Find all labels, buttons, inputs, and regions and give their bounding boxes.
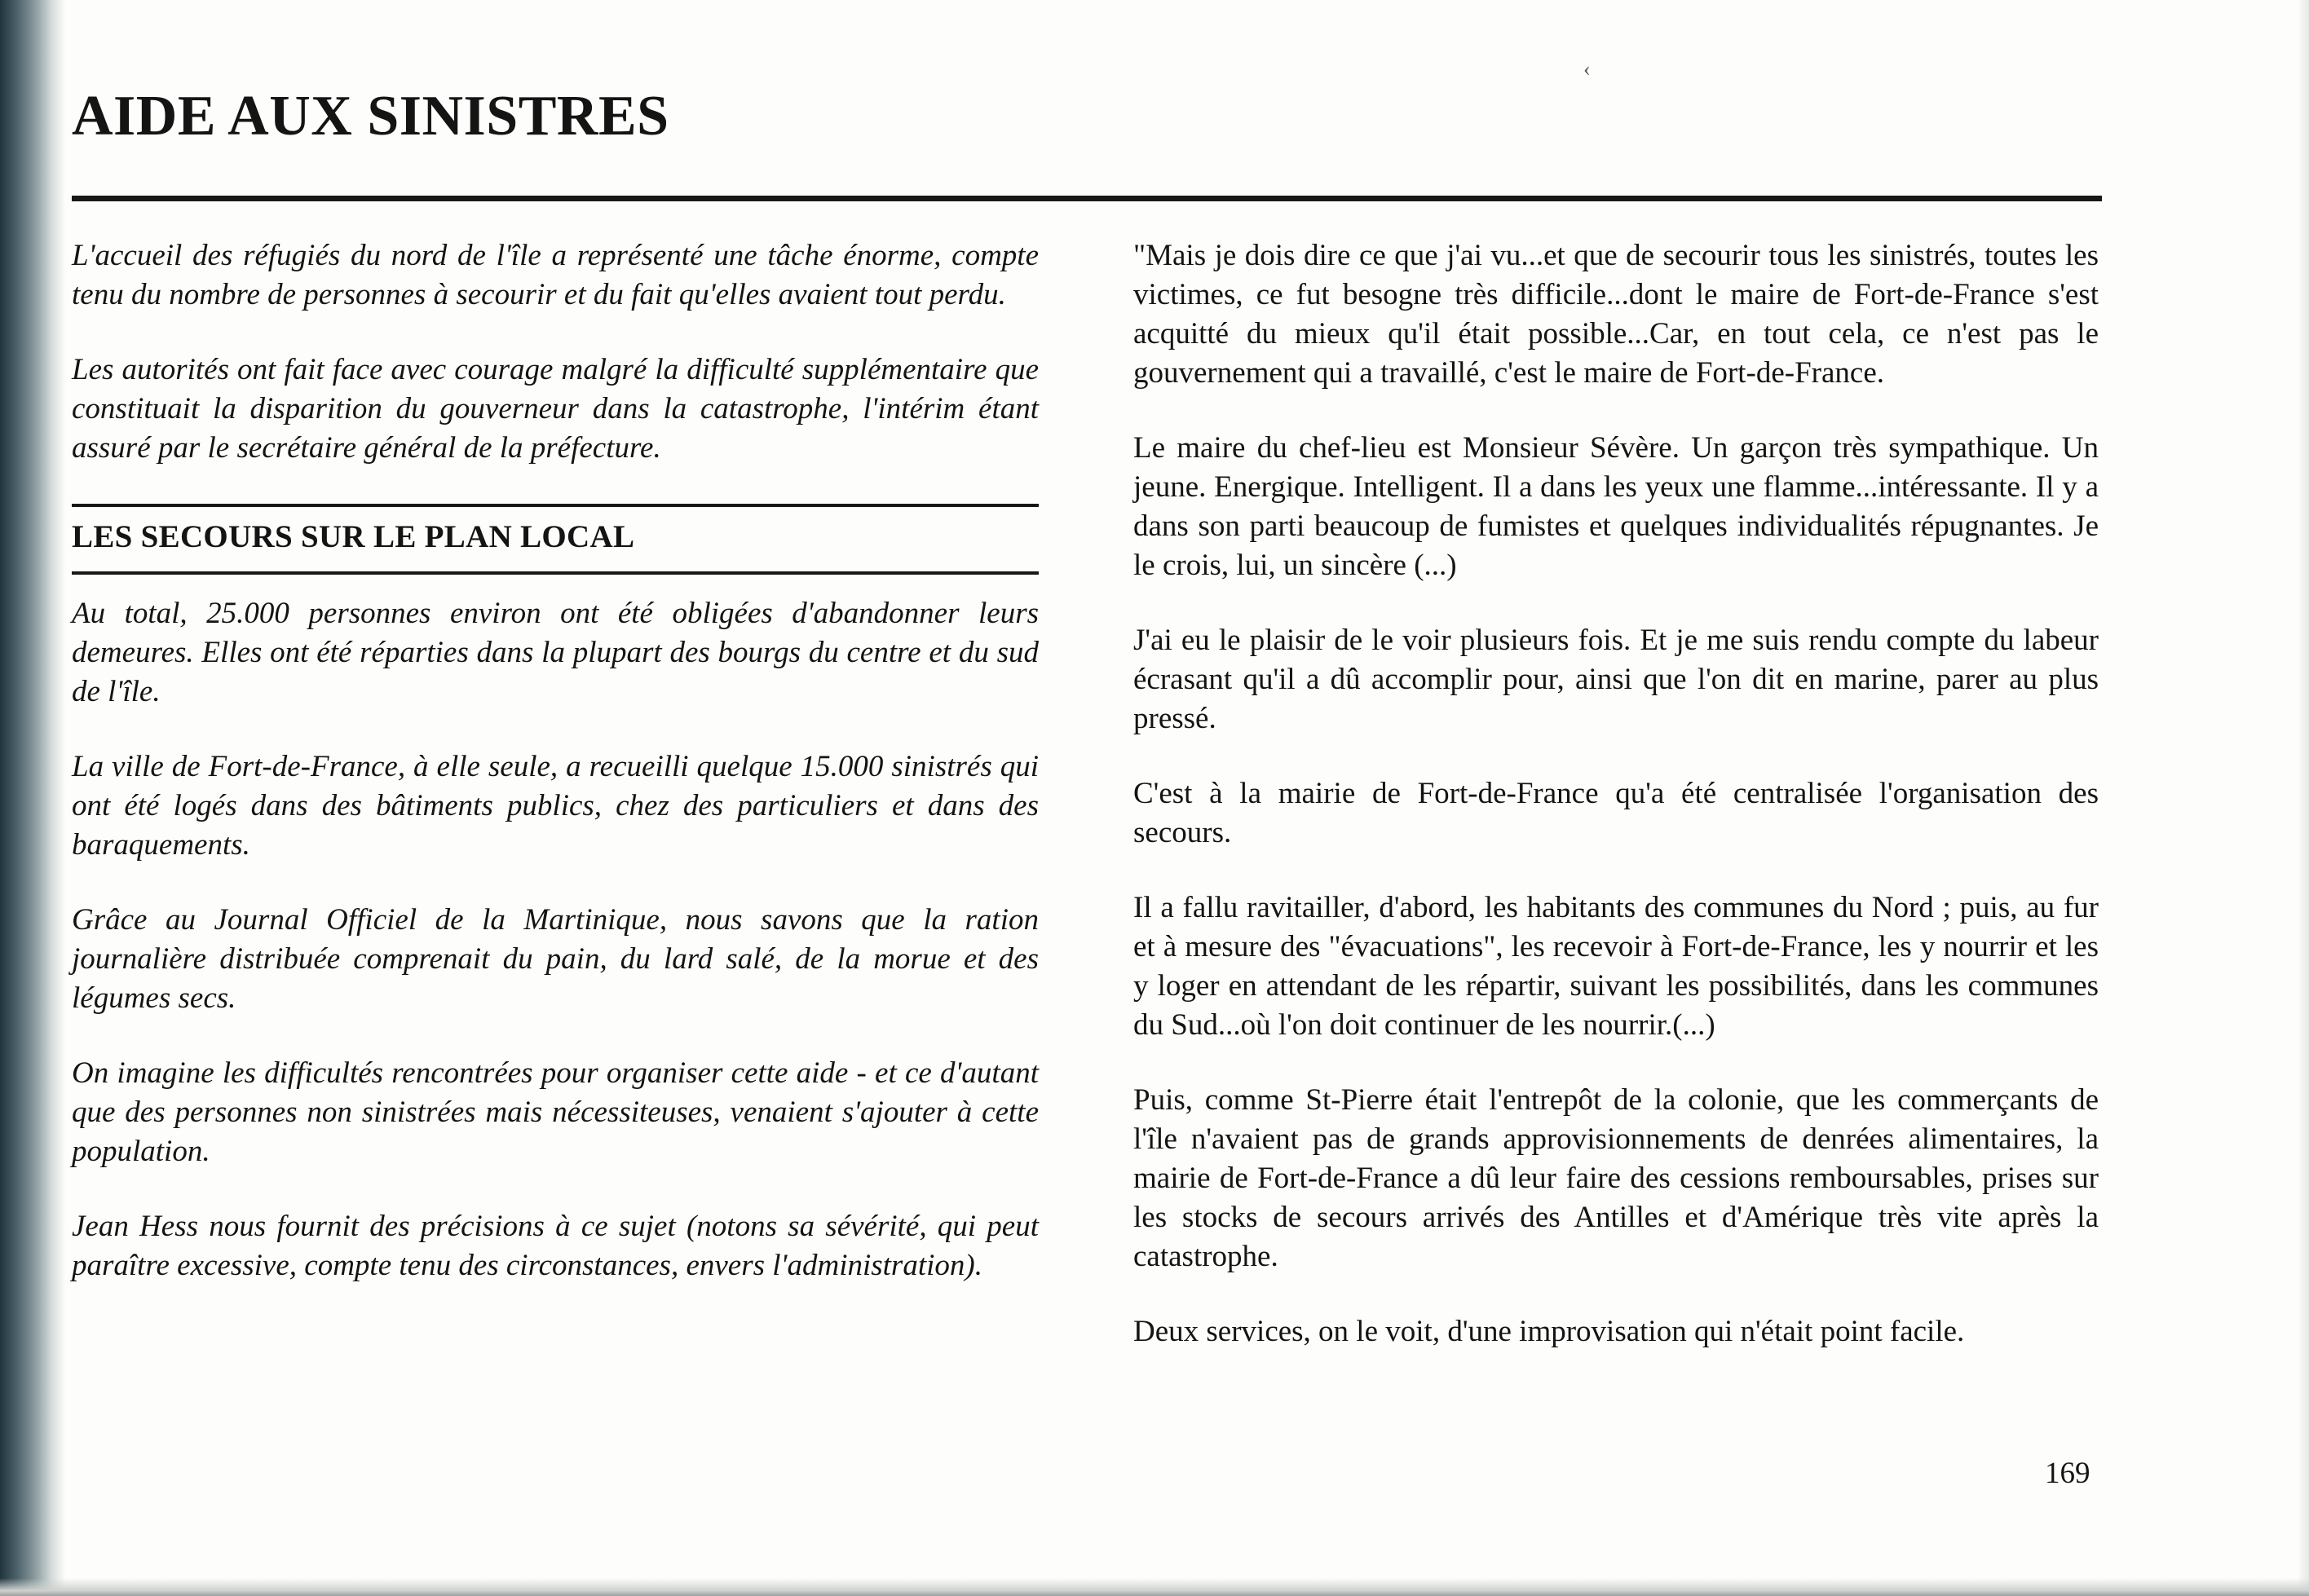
page-number: 169: [2045, 1457, 2090, 1490]
binding-shadow: [0, 0, 65, 1596]
stray-scan-mark: ‹: [1583, 57, 1591, 81]
section-heading: LES SECOURS SUR LE PLAN LOCAL: [72, 519, 635, 554]
section-paragraph: Grâce au Journal Officiel de la Martinique, nous savons que la ration journalière distribuée comprenait du pain, du lard salé, de la morue et des légumes secs.: [72, 903, 1039, 1015]
section-header: [72, 504, 1039, 575]
right-column: [1133, 236, 2099, 1351]
quote-paragraph: C'est à la mairie de Fort-de-France qu'a été centralisée l'organisation des secours.: [1133, 777, 2099, 849]
page-bottom-edge: [0, 1578, 2309, 1596]
section-rule-bottom: [72, 571, 1039, 575]
intro-paragraph: L'accueil des réfugiés du nord de l'île a représenté une tâche énorme, compte tenu du nombre de personnes à secourir et du fait qu'elles avaient tout perdu.: [72, 239, 1039, 311]
left-column: [72, 236, 1039, 1285]
section-paragraph: Jean Hess nous fournit des précisions à ce sujet (notons sa sévérité, qui peut paraître excessive, compte tenu des circonstances, envers l'administration).: [72, 1210, 1039, 1282]
section-paragraph: La ville de Fort-de-France, à elle seule, a recueilli quelque 15.000 sinistrés qui ont été logés dans des bâtiments publics, chez des particuliers et dans des baraquements.: [72, 750, 1039, 862]
quote-paragraph: J'ai eu le plaisir de le voir plusieurs fois. Et je me suis rendu compte du labeur écrasant qu'il a dû accomplir pour, ainsi que l'on dit en marine, parer au plus pressé.: [1133, 624, 2099, 735]
quote-paragraph: Le maire du chef-lieu est Monsieur Sévère. Un garçon très sympathique. Un jeune. Energique. Intelligent. Il a dans les yeux une flamme...intéressante. Il y a dans son parti beaucoup de fumistes et quelques individualités répugnantes. Je le crois, lui, un sincère (...): [1133, 431, 2099, 582]
quote-paragraph: Il a fallu ravitailler, d'abord, les habitants des communes du Nord ; puis, au fur et à mesure des "évacuations", les recevoir à Fort-de-France, les y nourrir et les y loger en attendant de les répartir, suivant les possibilités, dans les communes du Sud...où l'on doit continuer de les nourrir.(...): [1133, 891, 2099, 1042]
intro-paragraph: Les autorités ont fait face avec courage malgré la difficulté supplémentaire que constituait la disparition du gouverneur dans la catastrophe, l'intérim étant assuré par le secrétaire général de la préfecture.: [72, 353, 1039, 465]
quote-paragraph: "Mais je dois dire ce que j'ai vu...et que de secourir tous les sinistrés, toutes les victimes, ce fut besogne très difficile...dont le maire de Fort-de-France s'est acquitté du mieux qu'il était possible...Car, en tout cela, ce n'est pas le gouvernement qui a travaillé, c'est le maire de Fort-de-France.: [1133, 239, 2099, 390]
section-paragraph: Au total, 25.000 personnes environ ont été obligées d'abandonner leurs demeures. Elles ont été réparties dans la plupart des bourgs du centre et du sud de l'île.: [72, 597, 1039, 708]
title-rule: [72, 196, 2102, 201]
quote-paragraph: Deux services, on le voit, d'une improvisation qui n'était point facile.: [1133, 1315, 1965, 1348]
page-right-edge: [2298, 0, 2309, 1596]
quote-paragraph: Puis, comme St-Pierre était l'entrepôt de la colonie, que les commerçants de l'île n'avaient pas de grands approvisionnements de denrées alimentaires, la mairie de Fort-de-France a dû leur faire des cessions remboursables, prises sur les stocks de secours arrivés des Antilles et d'Amérique très vite après la catastrophe.: [1133, 1083, 2099, 1273]
page-title: AIDE AUX SINISTRES: [72, 85, 669, 148]
section-paragraph: On imagine les difficultés rencontrées pour organiser cette aide - et ce d'autant que des personnes non sinistrées mais nécessiteuses, venaient s'ajouter à cette population.: [72, 1056, 1039, 1168]
